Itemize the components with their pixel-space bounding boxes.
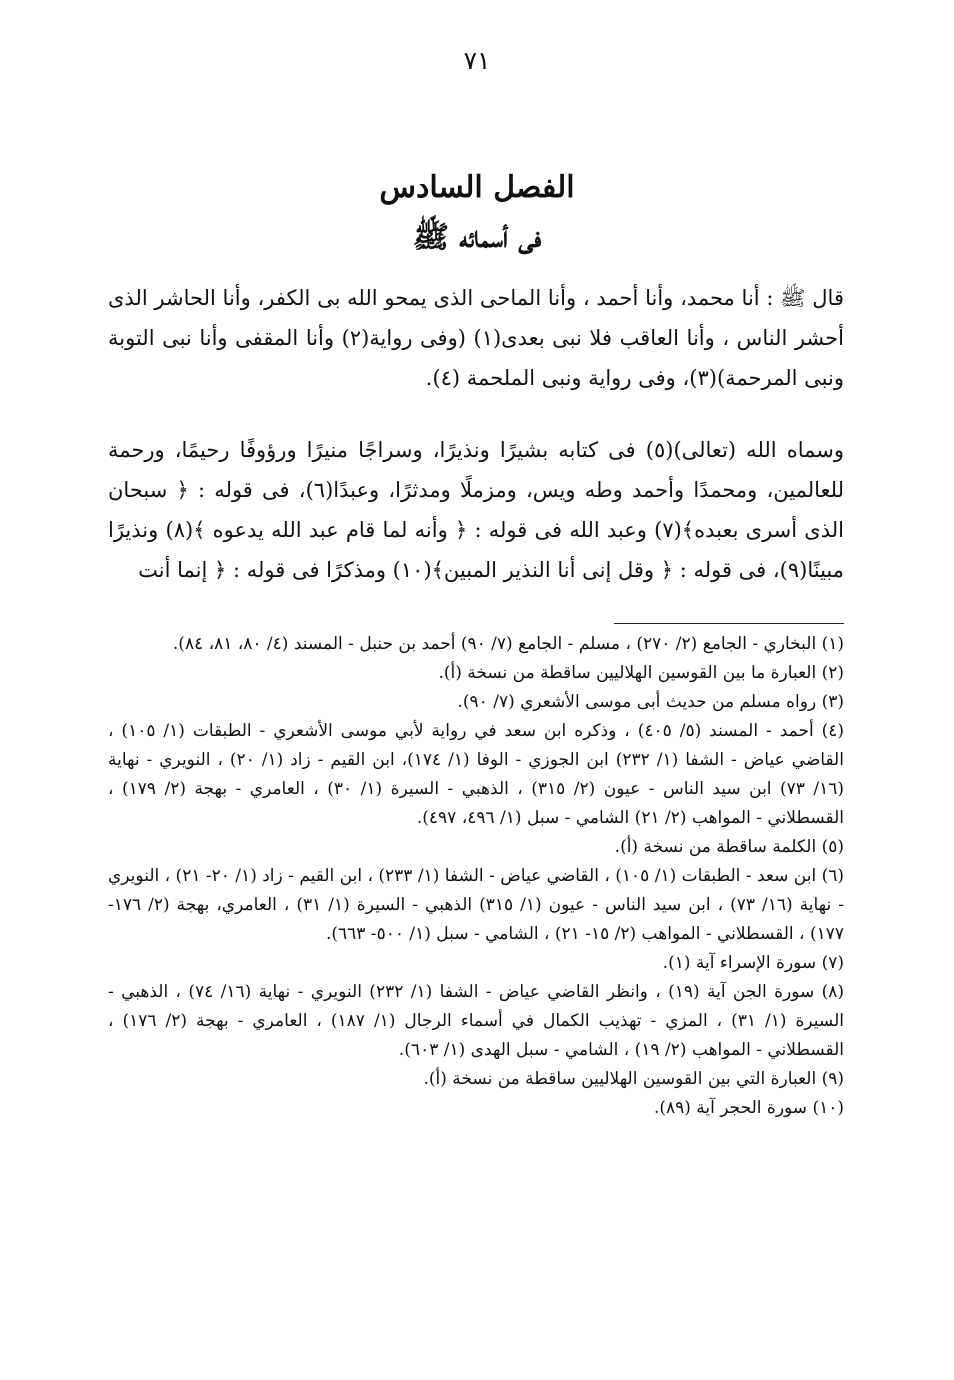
page-number: ٧١ [463,46,491,75]
footnote-divider [614,623,844,624]
body-paragraph: قال ﷺ : أنا محمد، وأنا أحمد ، وأنا الماحى الذى يمحو الله بى الكفر، وأنا الحاشر الذى أحشر الناس ، وأنا العاقب فلا نبى بعدى(١) (وفى رواية(٢) وأنا المقفى وأنا نبى التوبة ونبى المرحمة)(٣)، وفى رواية ونبى الملحمة (٤). [108,286,844,390]
footnote: (٩) العبارة التي بين القوسين الهلاليين ساقطة من نسخة (أ). [423,1069,844,1089]
footnote: (١) البخاري - الجامع (٢/ ٢٧٠) ، مسلم - الجامع (٧/ ٩٠) أحمد بن حنبل - المسند (٤/ ٨٠، ٨١، ٨٤). [172,634,844,654]
footnote: (١٠) سورة الحجر آية (٨٩). [653,1098,844,1118]
body-paragraph: وسماه الله (تعالى)(٥) فى كتابه بشيرًا ونذيرًا، وسراجًا منيرًا ورؤوفًا رحيمًا، ورحمة للعالمين، ومحمدًا وأحمد وطه ويس، ومزملًا ومدثرًا، وعبدًا(٦)، فى قوله : ﴿ سبحان الذى أسرى بعبده﴾(٧) وعبد الله فى قوله : ﴿ وأنه لما قام عبد الله يدعوه ﴾(٨) ونذيرًا مبينًا(٩)، فى قوله : ﴿ وقل إنى أنا النذير المبين﴾(١٠) ومذكرًا فى قوله : ﴿ إنما أنت [108,438,845,582]
chapter-subtitle: فى أسمائه ﷺ [412,220,542,255]
footnote: (٦) ابن سعد - الطبقات (١/ ١٠٥) ، القاضي عياض - الشفا (١/ ٢٣٣) ، ابن القيم - زاد (١/ ٢٠- ٢١) ، النويري - نهاية (١٦/ ٧٣) ، ابن سيد الناس - عيون (١/ ٣١٥) الذهبي - السيرة (١/ ٣١) ، العامري، بهجة (٢/ ١٧٦- ١٧٧) ، القسطلاني - المواهب (٢/ ١٥- ٢١) ، الشامي - سبل (١/ ٥٠٠- ٦٦٣). [108,866,844,944]
footnote: (٣) رواه مسلم من حديث أبى موسى الأشعري (٧/ ٩٠). [457,692,844,712]
chapter-title: الفصل السادس [379,170,575,205]
footnote: (٨) سورة الجن آية (١٩) ، وانظر القاضي عياض - الشفا (١/ ٢٣٢) النويري - نهاية (١٦/ ٧٤) ، الذهبي - السيرة (١/ ٣١) ، المزي - تهذيب الكمال في أسماء الرجال (١/ ١٨٧) ، العامري - بهجة (٢/ ١٧٦) ، القسطلاني - المواهب (٢/ ١٩) ، الشامي - سبل الهدى (١/ ٦٠٣). [108,982,844,1060]
footnote: (٤) أحمد - المسند (٥/ ٤٠٥) ، وذكره ابن سعد في رواية لأبي موسى الأشعري - الطبقات (١/ ١٠٥) ، القاضي عياض - الشفا (١/ ٢٣٢) ابن الجوزي - الوفا (١/ ١٧٤)، ابن القيم - زاد (١/ ٢٠) ، النويري - نهاية (١٦/ ٧٣) ابن سيد الناس - عيون (٢/ ٣١٥) ، الذهبي - السيرة (١/ ٣٠) ، العامري - بهجة (٢/ ١٧٩) ، القسطلاني - المواهب (٢/ ٢١) الشامي - سبل (١/ ٤٩٦، ٤٩٧). [108,721,845,828]
footnote: (٧) سورة الإسراء آية (١). [662,953,844,973]
footnotes-section [108,630,844,1123]
footnote: (٢) العبارة ما بين القوسين الهلاليين ساقطة من نسخة (أ). [438,663,844,683]
footnote: (٥) الكلمة ساقطة من نسخة (أ). [614,837,844,857]
